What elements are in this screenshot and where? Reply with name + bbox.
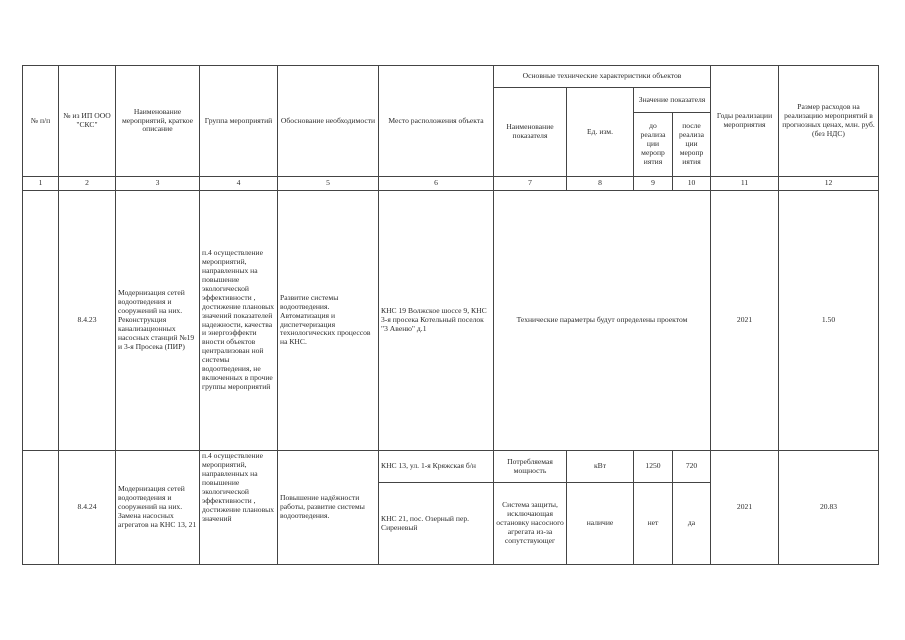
- column-number: 7: [494, 177, 567, 191]
- row-measure-group-text: п.4 осуществление мероприятий, направленных на повышение экологической эффективности , достижение плановых значений показателей надежности, качества и энергоэффекти вности объектов централизован ной системы водоотведения, не включенных в прочие группы мероприятий: [202, 248, 275, 392]
- row-justification: Повышение надёжности работы, развитие системы водоотведения.: [278, 451, 379, 565]
- header-tech-characteristics: Основные технические характеристики объектов: [494, 66, 711, 88]
- header-indicator-values: Значение показателя: [634, 88, 711, 113]
- row-value-after: да: [673, 483, 711, 565]
- table-row: [23, 451, 879, 483]
- row-indicator-name: [494, 483, 567, 565]
- row-measure-name: Модернизация сетей водоотведения и сооружений на них. Реконструкция канализационных насосных станций №19 и 3-я Просека (ПИР): [116, 191, 200, 451]
- row-value-before: нет: [634, 483, 673, 565]
- header-location: Место расположения объекта: [379, 66, 494, 177]
- row-ip-number: 8.4.23: [59, 191, 116, 451]
- header-value-after: после реализа ции меропр иятия: [673, 113, 711, 177]
- column-number: 11: [711, 177, 779, 191]
- row-unit: кВт: [567, 451, 634, 483]
- header-measure-name: Наименование мероприятий, краткое описание: [116, 66, 200, 177]
- row-unit: наличие: [567, 483, 634, 565]
- row-location: КНС 19 Волжское шоссе 9, КНС 3-я просека Котельный поселок "3 Авеню" д.1: [379, 191, 494, 451]
- row-indicator-name: Потребляемая мощность: [494, 451, 567, 483]
- table-row: [23, 191, 879, 451]
- row-measure-group-text: п.4 осуществление мероприятий, направленных на повышение экологической эффективности , достижение плановых значений: [202, 452, 275, 523]
- row-years: 2021: [711, 191, 779, 451]
- column-number: 12: [779, 177, 879, 191]
- row-value-before: 1250: [634, 451, 673, 483]
- row-years: 2021: [711, 451, 779, 565]
- column-numbers-row: [23, 177, 879, 191]
- header-row-1: [23, 66, 879, 88]
- header-index: № п/п: [23, 66, 59, 177]
- column-number: 4: [200, 177, 278, 191]
- header-years: Годы реализации мероприятия: [711, 66, 779, 177]
- row-justification: Развитие системы водоотведения. Автоматизация и диспетчеризация технологических процессов на КНС.: [278, 191, 379, 451]
- measures-table: [22, 65, 879, 565]
- column-number: 6: [379, 177, 494, 191]
- row-index-cell: [23, 191, 59, 451]
- row-ip-number: 8.4.24: [59, 451, 116, 565]
- header-indicator-name: Наименование показателя: [494, 88, 567, 177]
- row-tech-note: Технические параметры будут определены проектом: [494, 191, 711, 451]
- row-location: КНС 21, пос. Озерный пер. Сиреневый: [379, 483, 494, 565]
- row-cost: 20.83: [779, 451, 879, 565]
- header-cost: Размер расходов на реализацию мероприятий в прогнозных ценах, млн. руб. (без НДС): [779, 66, 879, 177]
- row-indicator-text: Система защиты, исключающая остановку насосного агрегата из-за сопутствующег: [496, 501, 564, 545]
- row-value-after: 720: [673, 451, 711, 483]
- row-measure-group: [200, 191, 278, 451]
- column-number: 8: [567, 177, 634, 191]
- row-index-cell: [23, 451, 59, 565]
- header-value-before: до реализа ции меропр иятия: [634, 113, 673, 177]
- column-number: 1: [23, 177, 59, 191]
- row-measure-name: Модернизация сетей водоотведения и сооружений на них. Замена насосных агрегатов на КНС 13, 21: [116, 451, 200, 565]
- column-number: 5: [278, 177, 379, 191]
- row-cost: 1.50: [779, 191, 879, 451]
- header-justification: Обоснование необходимости: [278, 66, 379, 177]
- column-number: 2: [59, 177, 116, 191]
- header-unit: Ед. изм.: [567, 88, 634, 177]
- row-measure-group: [200, 451, 278, 565]
- column-number: 9: [634, 177, 673, 191]
- header-measure-group: Группа мероприятий: [200, 66, 278, 177]
- header-ip-number: № из ИП ООО "СКС": [59, 66, 116, 177]
- row-location: КНС 13, ул. 1-я Кряжская б/н: [379, 451, 494, 483]
- column-number: 10: [673, 177, 711, 191]
- column-number: 3: [116, 177, 200, 191]
